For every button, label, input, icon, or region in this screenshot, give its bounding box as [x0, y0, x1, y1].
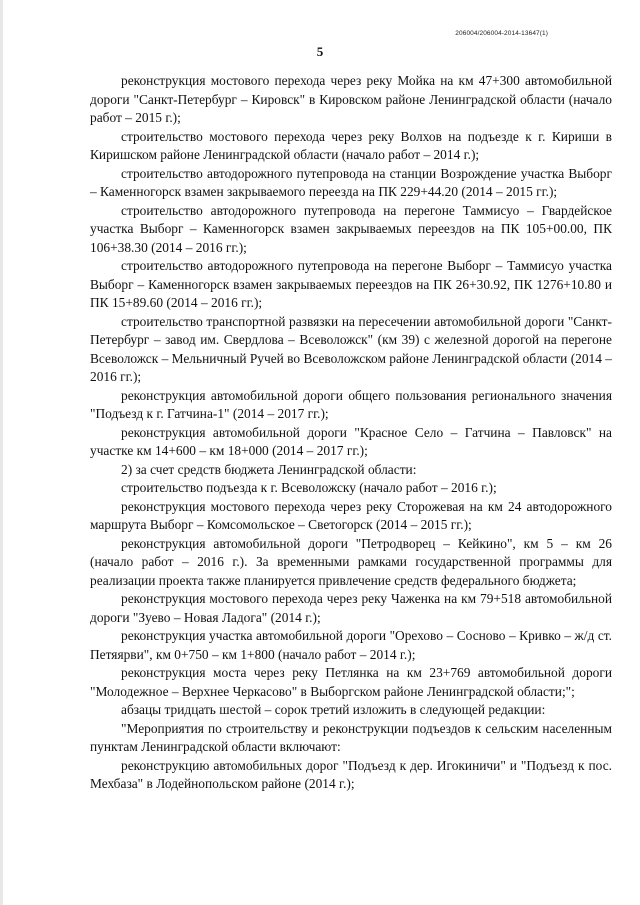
paragraph: реконструкция участка автомобильной дороги "Орехово – Сосново – Кривко – ж/д ст. Петяярви", км 0+750 – км 1+800 (начало работ – 2014 г.); [90, 628, 612, 662]
paragraph: строительство подъезда к г. Всеволожску (начало работ – 2016 г.); [121, 480, 497, 495]
paragraph: реконструкция автомобильной дороги "Красное Село – Гатчина – Павловск" на участке км 14+600 – км 18+000 (2014 – 2017 гг.); [90, 424, 612, 458]
paragraph: реконструкция моста через реку Петлянка на км 23+769 автомобильной дороги "Молодежное – Верхнее Черкасово" в Выборгском районе Ленинградской области;"; [90, 665, 612, 699]
paragraph: строительство автодорожного путепровода на перегоне Таммисуо – Гвардейское участка Выборг – Каменногорск взамен закрываемых переездов на ПК 105+00.00, ПК 106+38.30 (2014 – 2016 гг.); [90, 202, 612, 255]
paragraph: 2) за счет средств бюджета Ленинградской области: [121, 461, 417, 477]
paragraph: "Мероприятия по строительству и реконструкции подъездов к сельским населенным пунктам Ленинградской области включают: [90, 720, 612, 754]
paragraph: строительство автодорожного путепровода на перегоне Выборг – Таммисуо участка Выборг – Каменногорск взамен закрываемых переездов на ПК 26+30.92, ПК 1276+10.80 и ПК 15+89.60 (2014 – 2016 гг.); [90, 258, 612, 310]
paragraph: реконструкция мостового перехода через реку Мойка на км 47+300 автомобильной дороги "Санкт-Петербург – Кировск" в Кировском районе Ленинградской области (начало работ – 2015 г.); [90, 73, 612, 125]
paragraph: абзацы тридцать шестой – сорок третий изложить в следующей редакции: [121, 702, 546, 717]
page-number: 5 [316, 44, 324, 59]
scan-edge [0, 0, 3, 905]
paragraph: реконструкция автомобильной дороги "Петродворец – Кейкино", км 5 – км 26 (начало работ – 2016 г.). За временными рамками государственной программы для реализации проекта также планируется привлечение средств федерального бюджета; [90, 535, 612, 588]
paragraph: реконструкция мостового перехода через реку Сторожевая на км 24 автодорожного маршрута Выборг – Комсомольское – Светогорск (2014 – 2015 гг.); [90, 498, 612, 532]
paragraph: строительство мостового перехода через реку Волхов на подъезде к г. Кириши в Киришском районе Ленинградской области (начало работ – 2014 г.); [90, 128, 612, 162]
paragraph: строительство транспортной развязки на пересечении автомобильной дороги "Санкт-Петербург – завод им. Свердлова – Всеволожск" (км 39) с железной дорогой на перегоне Всеволожск – Мельничный Ручей во Всеволожском районе Ленинградской области (2014 – 2016 гг.); [90, 313, 612, 384]
paragraph: реконструкцию автомобильных дорог "Подъезд к дер. Игокиничи" и "Подъезд к пос. Мехбаза" в Лодейнопольском районе (2014 г.); [90, 757, 612, 791]
paragraph: реконструкция мостового перехода через реку Чаженка на км 79+518 автомобильной дороги "Зуево – Новая Ладога" (2014 г.); [90, 591, 612, 625]
paragraph: реконструкция автомобильной дороги общего пользования регионального значения "Подъезд к г. Гатчина-1" (2014 – 2017 гг.); [90, 387, 612, 421]
document-body [90, 72, 612, 794]
document-id: 206004/206004-2014-13647(1) [455, 30, 548, 37]
paragraph: строительство автодорожного путепровода на станции Возрождение участка Выборг – Каменногорск взамен закрываемого переезда на ПК 229+44.20 (2014 – 2015 гг.); [90, 165, 612, 199]
